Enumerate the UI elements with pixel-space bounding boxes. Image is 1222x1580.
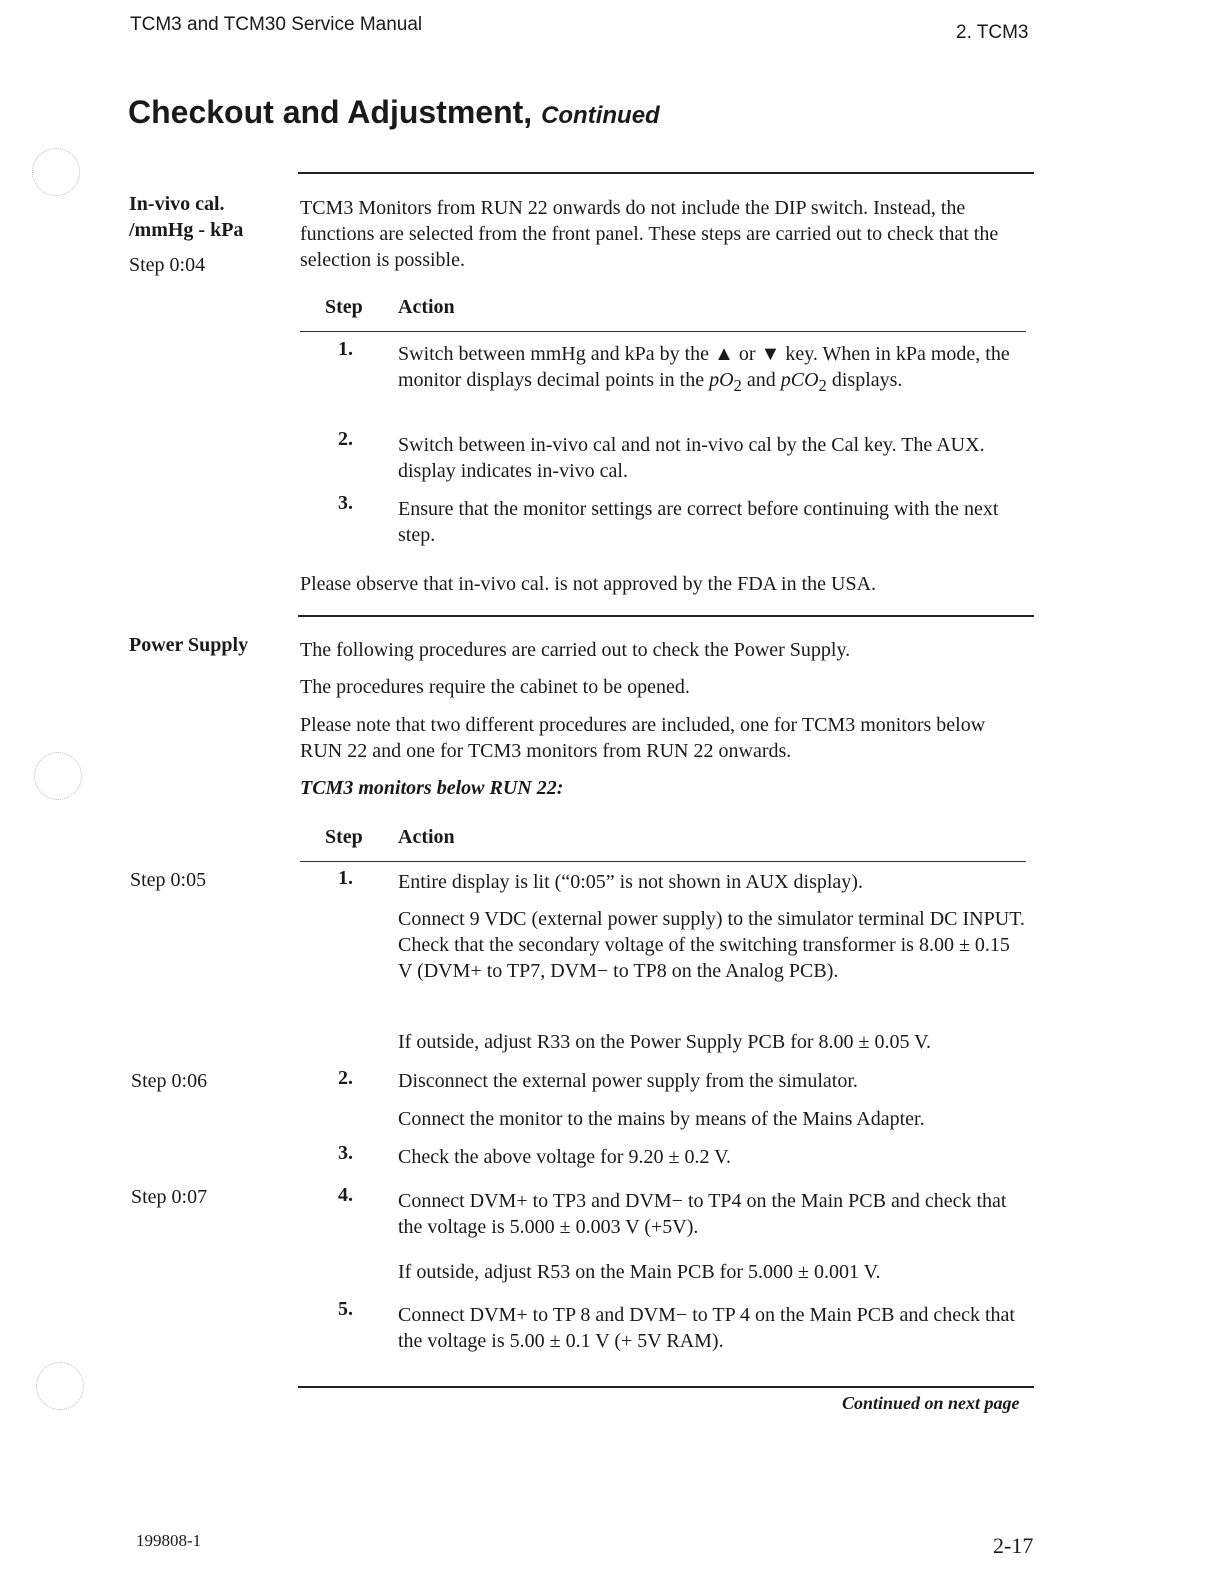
side-step-004: Step 0:04 (129, 254, 206, 276)
side-step-007: Step 0:07 (131, 1186, 208, 1208)
section-rule (298, 615, 1034, 617)
table-head-action: Action (398, 296, 455, 318)
up-arrow-icon: ▲ (714, 343, 734, 365)
section-rule (298, 1386, 1034, 1388)
step-action: Connect the monitor to the mains by means of the Mains Adapter. (398, 1108, 925, 1130)
down-arrow-icon: ▼ (760, 343, 781, 365)
page-number: 2-17 (993, 1533, 1034, 1558)
power-subhead: TCM3 monitors below RUN 22: (300, 777, 564, 799)
step-action: Switch between in-vivo cal and not in-vivo cal by the Cal key. The AUX. display indicates in-vivo cal. (398, 434, 985, 482)
table-head-action: Action (398, 826, 455, 848)
step-number: 5. (338, 1298, 353, 1320)
side-step-005: Step 0:05 (130, 869, 207, 891)
power-p1: The following procedures are carried out to check the Power Supply. (300, 639, 851, 661)
step-action: Switch between mmHg and kPa by the ▲ or ▼ key. When in kPa mode, the monitor displays decimal points in the $pO_2$ and pCO$_2$ displays. (398, 343, 1010, 395)
step-action: Check the above voltage for 9.20 ± 0.2 V. (398, 1146, 731, 1168)
step-action: If outside, adjust R33 on the Power Supply PCB for 8.00 ± 0.05 V. (398, 1031, 932, 1053)
step-action: Connect DVM+ to TP 8 and DVM− to TP 4 on the Main PCB and check that the voltage is 5.00 ± 0.1 V (+ 5V RAM). (398, 1304, 1015, 1352)
power-p2: The procedures require the cabinet to be opened. (300, 676, 690, 698)
invivo-intro: TCM3 Monitors from RUN 22 onwards do not include the DIP switch. Instead, the functions are selected from the front panel. These steps are carried out to check that the selection is possible. (300, 197, 999, 271)
step-number: 1. (338, 867, 353, 889)
step-action: Disconnect the external power supply from the simulator. (398, 1070, 858, 1092)
side-label-invivo (129, 191, 243, 243)
power-p3: Please note that two different procedures are included, one for TCM3 monitors below RUN 22 and one for TCM3 monitors from RUN 22 onwards. (300, 714, 986, 762)
page-title-continued: Continued (541, 102, 660, 129)
punch-hole-middle (34, 752, 82, 800)
step-number: 3. (338, 492, 353, 514)
running-header-right: 2. TCM3 (956, 22, 1029, 43)
step-action: Entire display is lit (“0:05” is not shown in AUX display). (398, 871, 863, 893)
side-label-power-supply: Power Supply (129, 634, 249, 656)
side-label-line2: /mmHg - kPa (129, 219, 244, 241)
page-title (128, 94, 660, 131)
step-number: 2. (338, 428, 353, 450)
side-label-line1: In-vivo cal. (129, 193, 225, 215)
step-number: 1. (338, 338, 353, 360)
section-rule (298, 172, 1034, 174)
step-number: 2. (338, 1067, 353, 1089)
table-head-rule (300, 331, 1026, 332)
step-action: Ensure that the monitor settings are correct before continuing with the next step. (398, 498, 999, 546)
step-action: Connect DVM+ to TP3 and DVM− to TP4 on the Main PCB and check that the voltage is 5.000 ± 0.003 V (+5V). (398, 1190, 1007, 1238)
fda-note: Please observe that in-vivo cal. is not approved by the FDA in the USA. (300, 573, 877, 595)
continued-note: Continued on next page (842, 1393, 1020, 1413)
side-step-006: Step 0:06 (131, 1070, 208, 1092)
step-action: Connect 9 VDC (external power supply) to the simulator terminal DC INPUT. Check that the secondary voltage of the switching transformer is 8.00 ± 0.15 V (DVM+ to TP7, DVM− to TP8 on the Analog PCB). (398, 908, 1025, 982)
table-head-step: Step (325, 296, 363, 318)
running-header-left: TCM3 and TCM30 Service Manual (130, 14, 423, 35)
table-head-rule (300, 861, 1026, 862)
punch-hole-bottom (36, 1362, 84, 1410)
table-head-step: Step (325, 826, 363, 848)
step-number: 3. (338, 1142, 353, 1164)
step-action: If outside, adjust R53 on the Main PCB for 5.000 ± 0.001 V. (398, 1261, 881, 1283)
page-title-main: Checkout and Adjustment, (128, 94, 533, 130)
document-number: 199808-1 (136, 1531, 202, 1550)
punch-hole-top (32, 148, 80, 196)
step-number: 4. (338, 1184, 353, 1206)
